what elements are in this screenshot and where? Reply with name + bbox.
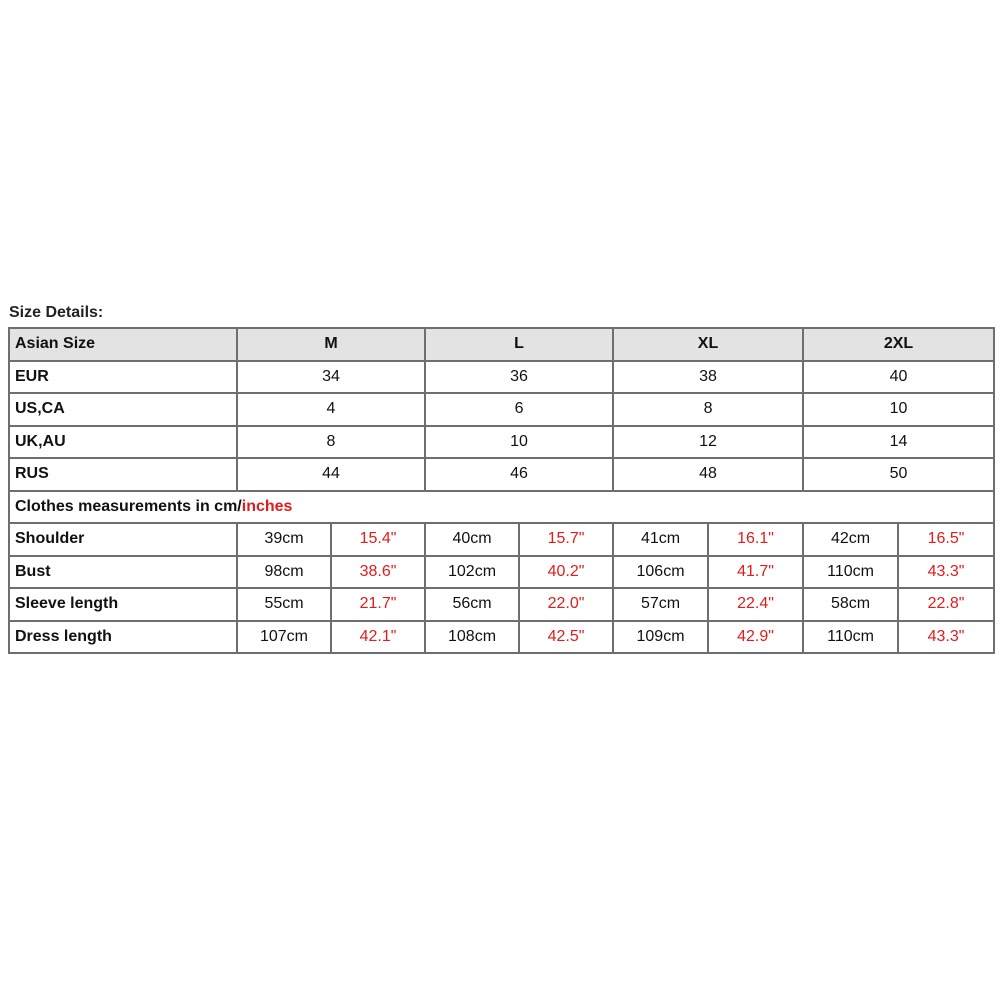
- inch-cell: 41.7": [708, 556, 803, 589]
- conversion-cell: 44: [237, 458, 425, 491]
- inch-cell: 42.9": [708, 621, 803, 654]
- inch-cell: 40.2": [519, 556, 613, 589]
- measurement-row: [9, 556, 994, 589]
- cm-cell: 109cm: [613, 621, 708, 654]
- conversion-cell: 4: [237, 393, 425, 426]
- cm-cell: 39cm: [237, 523, 331, 556]
- row-label: Sleeve length: [9, 588, 237, 621]
- conversion-cell: 8: [613, 393, 803, 426]
- cm-cell: 55cm: [237, 588, 331, 621]
- inch-cell: 42.5": [519, 621, 613, 654]
- page-title: Size Details:: [9, 304, 104, 321]
- inch-cell: 43.3": [898, 556, 994, 589]
- size-header-cell: XL: [613, 328, 803, 361]
- conversion-cell: 36: [425, 361, 613, 394]
- measurement-row: [9, 523, 994, 556]
- conversion-cell: 46: [425, 458, 613, 491]
- inch-cell: 42.1": [331, 621, 425, 654]
- conversion-cell: 8: [237, 426, 425, 459]
- measurement-row: [9, 621, 994, 654]
- size-chart-table: [8, 327, 995, 654]
- inch-cell: 22.0": [519, 588, 613, 621]
- row-label: EUR: [9, 361, 237, 394]
- conversion-row: [9, 393, 994, 426]
- measurements-heading: [9, 491, 994, 524]
- row-label: UK,AU: [9, 426, 237, 459]
- size-header-cell: L: [425, 328, 613, 361]
- cm-cell: 57cm: [613, 588, 708, 621]
- conversion-cell: 34: [237, 361, 425, 394]
- cm-cell: 106cm: [613, 556, 708, 589]
- inch-cell: 21.7": [331, 588, 425, 621]
- cm-cell: 40cm: [425, 523, 519, 556]
- inch-cell: 16.5": [898, 523, 994, 556]
- cm-cell: 41cm: [613, 523, 708, 556]
- inch-cell: 15.7": [519, 523, 613, 556]
- row-label: Dress length: [9, 621, 237, 654]
- conversion-cell: 10: [425, 426, 613, 459]
- row-label: Shoulder: [9, 523, 237, 556]
- inch-cell: 16.1": [708, 523, 803, 556]
- cm-cell: 56cm: [425, 588, 519, 621]
- conversion-cell: 6: [425, 393, 613, 426]
- inch-cell: 22.4": [708, 588, 803, 621]
- row-label: US,CA: [9, 393, 237, 426]
- conversion-cell: 48: [613, 458, 803, 491]
- size-header-cell: 2XL: [803, 328, 994, 361]
- inch-cell: 38.6": [331, 556, 425, 589]
- size-header-label: Asian Size: [9, 328, 237, 361]
- measurements-heading-highlight: inches: [241, 497, 293, 515]
- cm-cell: 102cm: [425, 556, 519, 589]
- conversion-row: [9, 458, 994, 491]
- row-label: RUS: [9, 458, 237, 491]
- measurements-heading-row: [9, 491, 994, 524]
- measurements-heading-prefix: Clothes measurements in cm/: [15, 497, 242, 515]
- row-label: Bust: [9, 556, 237, 589]
- inch-cell: 15.4": [331, 523, 425, 556]
- size-header-cell: M: [237, 328, 425, 361]
- conversion-cell: 38: [613, 361, 803, 394]
- conversion-cell: 14: [803, 426, 994, 459]
- size-header-row: [9, 328, 994, 361]
- conversion-cell: 12: [613, 426, 803, 459]
- cm-cell: 42cm: [803, 523, 898, 556]
- inch-cell: 43.3": [898, 621, 994, 654]
- cm-cell: 110cm: [803, 621, 898, 654]
- cm-cell: 108cm: [425, 621, 519, 654]
- measurement-row: [9, 588, 994, 621]
- inch-cell: 22.8": [898, 588, 994, 621]
- conversion-cell: 10: [803, 393, 994, 426]
- cm-cell: 98cm: [237, 556, 331, 589]
- conversion-row: [9, 361, 994, 394]
- cm-cell: 58cm: [803, 588, 898, 621]
- cm-cell: 107cm: [237, 621, 331, 654]
- conversion-cell: 40: [803, 361, 994, 394]
- cm-cell: 110cm: [803, 556, 898, 589]
- conversion-cell: 50: [803, 458, 994, 491]
- conversion-row: [9, 426, 994, 459]
